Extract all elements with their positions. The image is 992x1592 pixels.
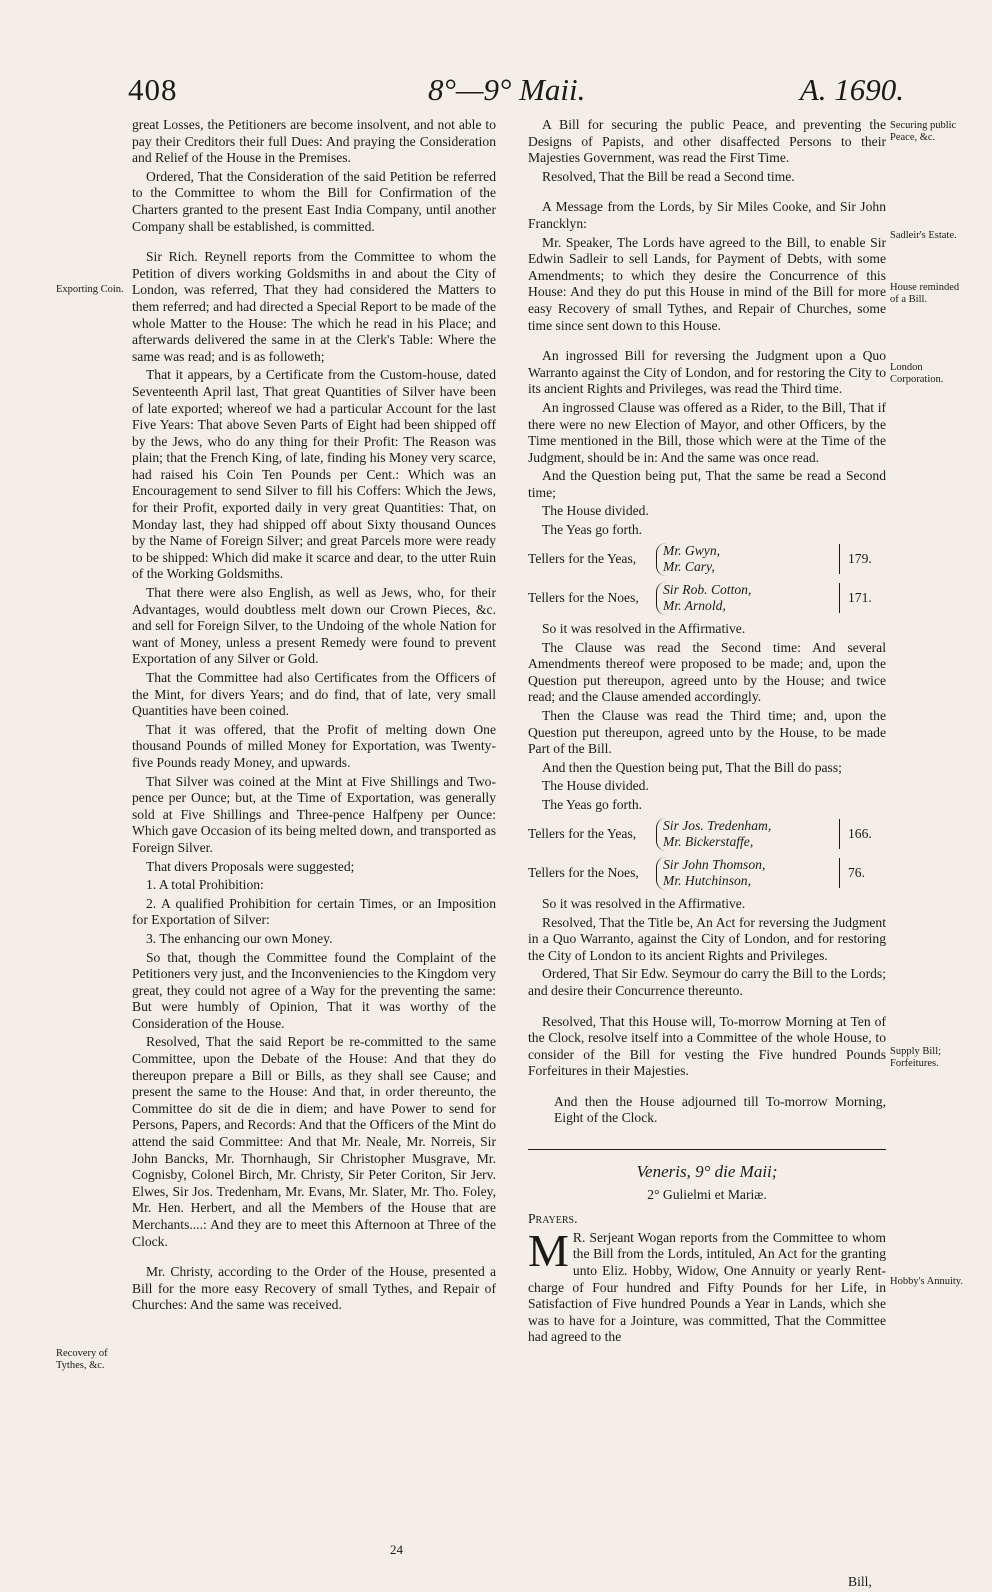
tellers-names: [656, 543, 823, 576]
teller-name: Mr. Arnold,: [663, 598, 726, 614]
tellers-noes: [528, 857, 886, 890]
brace: [825, 583, 840, 613]
paragraph: Mr. Christy, according to the Order of the House, presented a Bill for the more easy Recovery of small Tythes, and Repair of Churches: And the same was received.: [132, 1264, 496, 1313]
margin-note-exporting: Exporting Coin.: [56, 284, 124, 295]
tellers-label: Tellers for the Noes,: [528, 590, 639, 606]
tellers-yeas: [528, 543, 886, 576]
paragraph: The Yeas go forth.: [542, 796, 643, 812]
catchword: Bill,: [848, 1574, 872, 1589]
paragraph: The House divided.: [542, 503, 649, 519]
paragraph: Ordered, That Sir Edw. Seymour do carry the Bill to the Lords; and desire their Concurrence thereunto.: [528, 966, 886, 998]
tellers-label: Tellers for the Yeas,: [528, 550, 637, 566]
paragraph: That the Committee had also Certificates from the Officers of the Mint, for divers Years; and do find, that of late, very small Quantities have been coined.: [132, 670, 496, 719]
paragraph: Ordered, That the Consideration of the said Petition be referred to the Committee to whom the Bill for Confirmation of the Charters granted to the present East India Company, until another Company shall be established, is committed.: [132, 168, 496, 234]
brace: [825, 544, 840, 574]
teller-name: Mr. Hutchinson,: [663, 873, 751, 889]
paragraph: Mr. Speaker, The Lords have agreed to the Bill, to enable Sir Edwin Sadleir to sell Lands, for Payment of Debts, with some Amendments; to which they desire the Concurrence of this House: And they do put this House in mind of the Bill for more easy Recovery of small Tythes, and Repair of Churches, some time since sent down to this House.: [528, 234, 886, 333]
adjournment: And then the House adjourned till To-morrow Morning, Eight of the Clock.: [554, 1093, 886, 1126]
right-column: [528, 117, 886, 1348]
paragraph: Sir Rich. Reynell reports from the Committee to whom the Petition of divers working Goldsmiths in and about the City of London, was referred, That they had considered the Matters to them referred; and had directed a Special Report to be made of the whole Matter to the House: The which he read in his Place; and afterwards delivered the same in at the Clerk's Table: Where the same was read; and is as followeth;: [132, 249, 496, 364]
teller-name: Mr. Cary,: [663, 559, 715, 575]
margin-note-supply: Supply Bill; Forfeitures.: [890, 1046, 942, 1069]
teller-name: Mr. Gwyn,: [663, 542, 721, 558]
paragraph: 1. A total Prohibition:: [146, 877, 264, 893]
paragraph: So that, though the Committee found the Complaint of the Petitioners very just, and the Inconveniencies to the Kingdom very great, they could not agree of a Way for the preventing the same: But were humbly of Opinion, That it was worthy of the Consideration of the House.: [132, 949, 496, 1031]
tellers-label: Tellers for the Yeas,: [528, 825, 637, 841]
paragraph: great Losses, the Petitioners are become insolvent, and not able to pay their Creditors their full Dues: And praying the Consideration and Relief of the House in the Premises.: [132, 117, 496, 166]
drop-cap: M: [528, 1224, 569, 1276]
paragraph: That it was offered, that the Profit of melting down One thousand Pounds of milled Money for Exportation, was Twenty-five Pounds ready Money, and upwards.: [132, 721, 496, 770]
paragraph: The House divided.: [542, 778, 649, 794]
tellers-names: [656, 857, 823, 890]
paragraph: Resolved, That the said Report be re-committed to the same Committee, upon the Debate of the House: And that they do thereupon prepare a Bill or Bills, as they shall see Cause; and present the same to the House: And that, in order thereunto, the Committee do sit de die in diem; and have Power to send for Persons, Papers, and Records: And that the Officers of the Mint do attend the said Committee: And that Mr. Neale, Mr. Norreis, Sir John Bancks, Mr. Thornhaugh, Sir Christopher Musgrave, Mr. Cognisby, Colonel Birch, Mr. Christy, Sir Peter Coriton, Sir Jerv. Elwes, Sir Jos. Tredenham, Mr. Evans, Mr. Slater, Mr. Tho. Foley, Mr. Hen. Herbert, and all the Members of the House that are Merchants....: And they are to meet this Afternoon at Three of the Clock.: [132, 1034, 496, 1249]
vote-count: 179.: [848, 550, 872, 566]
prayers-heading: Prayers.: [528, 1211, 578, 1227]
reign-line: 2° Gulielmi et Mariæ.: [647, 1186, 767, 1202]
margin-note-recovery: Recovery of Tythes, &c.: [56, 1348, 108, 1371]
paragraph: The Yeas go forth.: [542, 522, 643, 538]
brace: [825, 819, 840, 849]
margin-note-london: London Corporation.: [890, 362, 944, 385]
paragraph: Resolved, That the Bill be read a Second time.: [542, 168, 795, 184]
session-date: Veneris, 9° die Maii;: [636, 1162, 778, 1182]
paragraph: And then the Question being put, That the Bill do pass;: [542, 759, 842, 775]
paragraph: That it appears, by a Certificate from the Custom-house, dated Seventeenth April last, That great Quantities of Silver have been of late exported; whereof we had a particular Account for the last Five Years: That above Seven Parts of Eight had been shipped off by the Jews, who do any thing for their Profit: The Reason was plain; that the French King, of late, finding his Money very scarce, had raised his Coin Ten Pounds per Cent.: Which was an Encouragement to send Silver to fill his Coffers: Which the Jews, for their Profit, exported daily in very great Quantities: That, on Monday last, they had shipped off about Sixty thousand Ounces by the Name of Foreign Silver; and great Parcels more were ready to be shipped: Which did make it scarce and dear, to the utter Ruin of the Working Goldsmiths.: [132, 367, 496, 582]
header-year: A. 1690.: [799, 72, 904, 107]
paragraph: So it was resolved in the Affirmative.: [542, 621, 746, 637]
paragraph: A Message from the Lords, by Sir Miles Cooke, and Sir John Francklyn:: [528, 199, 886, 231]
margin-note-reminded: House reminded of a Bill.: [890, 282, 960, 305]
tellers-label: Tellers for the Noes,: [528, 865, 639, 881]
page-number: 408: [128, 72, 178, 107]
brace: [825, 858, 840, 888]
tellers-names: [656, 582, 823, 615]
paragraph: An ingrossed Bill for reversing the Judgment upon a Quo Warranto against the City of London, and for restoring the City to its ancient Rights and Privileges, was read the Third time.: [528, 348, 886, 397]
margin-note-securing: Securing public Peace, &c.: [890, 120, 957, 143]
paragraph: [528, 1224, 886, 1346]
tellers-yeas: [528, 818, 886, 851]
margin-note-sadleir: Sadleir's Estate.: [890, 230, 957, 241]
paragraph: The Clause was read the Second time: And several Amendments thereof were proposed to be made; and, upon the Question put thereupon, agreed unto by the House; and twice read; and the Clause amended accordingly.: [528, 639, 886, 705]
signature-mark: 24: [390, 1542, 403, 1557]
running-header: [118, 72, 904, 112]
vote-count: 171.: [848, 590, 872, 606]
paragraph: A Bill for securing the public Peace, and preventing the Designs of Papists, and other disaffected Persons to their Majesties Government, was read the First Time.: [528, 117, 886, 166]
tellers-names: [656, 818, 823, 851]
vote-count: 166.: [848, 825, 872, 841]
teller-name: Sir Jos. Tredenham,: [663, 817, 772, 833]
vote-count: 76.: [848, 865, 865, 881]
paragraph: Then the Clause was read the Third time; and, upon the Question put thereupon, agreed unto by the House, to be made Part of the Bill.: [528, 708, 886, 757]
paragraph: Resolved, That the Title be, An Act for reversing the Judgment in a Quo Warranto, against the City of London, and for restoring the City of London to its ancient Rights and Privileges.: [528, 914, 886, 963]
paragraph-text: R. Serjeant Wogan reports from the Committee to whom the Bill from the Lords, intituled, An Act for the granting unto Eliz. Hobby, Widow, One Annuity or yearly Rent-charge of Four hundred and Fifty Pounds for her Life, in Satisfaction of Five hundred Pounds a Year in Lands, which she was to have for a Jointure, was committed, That the Committee had agreed to the: [528, 1229, 886, 1345]
paragraph: That divers Proposals were suggested;: [146, 858, 355, 874]
header-date: 8°—9° Maii.: [428, 72, 586, 107]
paragraph: 3. The enhancing our own Money.: [146, 930, 333, 946]
section-rule: [528, 1149, 886, 1150]
margin-note-hobby: Hobby's Annuity.: [890, 1276, 963, 1287]
paragraph: 2. A qualified Prohibition for certain Times, or an Imposition for Exportation of Silver:: [132, 895, 496, 928]
paragraph: And the Question being put, That the same be read a Second time;: [528, 468, 886, 500]
tellers-noes: [528, 582, 886, 615]
teller-name: Sir John Thomson,: [663, 856, 766, 872]
teller-name: Sir Rob. Cotton,: [663, 581, 752, 597]
paragraph: That there were also English, as well as Jews, who, for their Advantages, would doubtless melt down our Crown Pieces, &c. and sell for Foreign Silver, to the Undoing of the whole Nation for want of Money, unless a present Remedy were found to prevent Exportation of any Silver or Gold.: [132, 585, 496, 667]
left-column: [132, 117, 496, 1316]
paragraph: An ingrossed Clause was offered as a Rider, to the Bill, That if there were no new Election of Mayor, and other Officers, by the Time mentioned in the Bill, those which were at the Time of the Judgment, should be in: And the same was once read.: [528, 399, 886, 465]
teller-name: Mr. Bickerstaffe,: [663, 834, 754, 850]
paragraph: That Silver was coined at the Mint at Five Shillings and Two-pence per Ounce; but, at the Time of Exportation, was generally sold at Five Shillings and Three-pence Halfpeny per Ounce: Which gave Occasion of its being melted down, and transported as Foreign Silver.: [132, 773, 496, 855]
paragraph: So it was resolved in the Affirmative.: [542, 895, 746, 911]
paragraph: Resolved, That this House will, To-morrow Morning at Ten of the Clock, resolve itself into a Committee of the whole House, to consider of the Bill for vesting the Five hundred Pounds Forfeitures in their Majesties.: [528, 1013, 886, 1079]
